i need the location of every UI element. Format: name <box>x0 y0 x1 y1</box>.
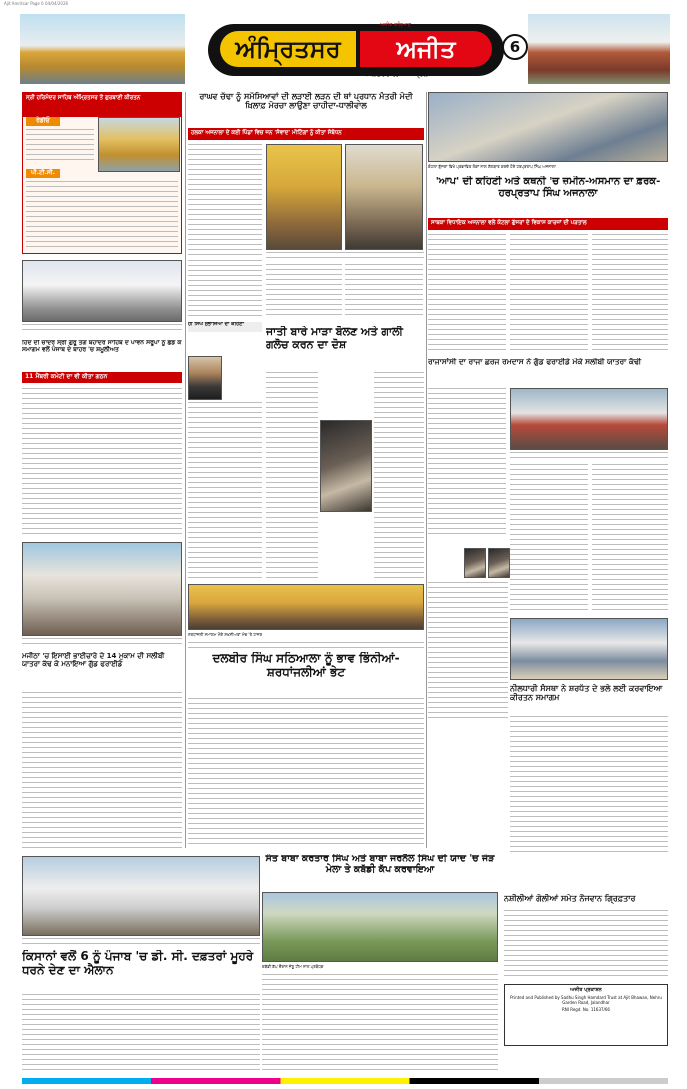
dalbir-body <box>188 698 424 848</box>
kabaddi-photo <box>262 892 498 962</box>
imprint-rni: RNI Regd. No. 11637/66 <box>562 1007 610 1012</box>
jaati-body-left <box>188 402 262 578</box>
logo-tagline: ਅਜੀਤ ਕਲਿਆਣ <box>380 22 411 28</box>
page-number: 6 <box>509 38 521 56</box>
kisan-headline: ਕਿਸਾਨਾਂ ਵਲੋਂ 6 ਨੂੰ ਪੰਜਾਬ 'ਚ ਡੀ. ਸੀ. ਦਫ਼ਤਰਾਂ ਮੂਹਰੇ ਧਰਨੇ ਦੇਣ ਦਾ ਐਲਾਨ <box>22 950 254 977</box>
aap-body-3 <box>592 234 668 354</box>
page-number-circle <box>502 34 528 60</box>
namdhari-photo <box>510 618 668 680</box>
nasha-body <box>504 910 668 980</box>
rajasansi-body-2 <box>510 464 588 614</box>
color-bar-bottom <box>22 1078 668 1084</box>
stage-caption: ਸ਼ਰਧਾਂਜਲੀ ਸਮਾਗਮ ਮੌਕੇ ਸ਼ਖ਼ਸੀਅਤਾਂ ਮੰਚ 'ਤੇ ਹਾਜ਼ਰ <box>188 632 263 637</box>
stage-photo <box>188 584 424 630</box>
aap-subhead: ਸਾਬਕਾ ਵਿਧਾਇਕ ਅਜਨਾਲਾ ਵਲੋਂ ਕੋਟਲਾ ਗੁੱਜਰਾਂ ਦੇ ਵਿਕਾਸ ਕਾਰਜਾਂ ਦੀ ਪੜਤਾਲ <box>428 218 668 230</box>
small-news-body <box>428 582 508 722</box>
jaati-headline: ਜਾਤੀ ਬਾਰੇ ਮਾੜਾ ਬੋਲਣ ਅਤੇ ਗਾਲੀ ਗਲੋਚ ਕਰਨ ਦਾ ਦੋਸ਼ <box>266 326 403 351</box>
jaati-body-right <box>374 372 424 580</box>
imprint-title: ਅਜੀਤ ਪ੍ਰਕਾਸ਼ਨ <box>570 987 602 993</box>
rajasansi-photo <box>510 388 668 450</box>
logo-title-right: ਅਜੀਤ <box>396 34 456 63</box>
masthead <box>20 14 670 84</box>
jaati-portrait <box>188 356 222 400</box>
temple-right-image <box>528 14 670 84</box>
rajasansi-caption <box>510 452 668 462</box>
raghav-photo-2 <box>345 144 423 250</box>
namdhari-body <box>510 716 668 856</box>
imprint-box <box>504 984 668 1046</box>
raghav-body-left <box>188 144 262 258</box>
muneri-body <box>22 388 182 538</box>
raghav-photo-1 <box>266 144 342 250</box>
procession-photo <box>22 542 182 636</box>
page-date: ਸ਼ਨਿੱਚਰਵਾਰ, 4 ਅਪ੍ਰੈਲ 2026 <box>365 70 451 78</box>
radio-label-1: ਰੇਡੀਓ <box>26 117 60 126</box>
golden-temple-image <box>20 14 185 84</box>
aap-body-2 <box>510 234 588 354</box>
majitha-caption <box>22 938 260 948</box>
radio-label-2: ਪੀ.ਟੀ.ਸੀ. <box>26 169 60 178</box>
jaati-body-mid <box>266 372 318 580</box>
kabaddi-body <box>262 974 498 1072</box>
rajasansi-body-1 <box>428 388 506 538</box>
logo-title-left: ਅੰਮ੍ਰਿਤਸਰ <box>235 34 341 63</box>
raghav-caption <box>266 252 424 262</box>
portrait-1 <box>464 548 486 578</box>
logo-left <box>220 31 356 67</box>
aap-headline: 'ਆਪ' ਦੀ ਕਹਿਣੀ ਅਤੇ ਕਥਨੀ 'ਚ ਜ਼ਮੀਨ-ਅਸਮਾਨ ਦਾ ਫ਼ਰਕ-ਹਰਪ੍ਰਤਾਪ ਸਿੰਘ ਅਜਨਾਲਾ <box>435 176 661 199</box>
imprint-text: Printed and Published by Sadhu Singh Hamdard Trust at Ajit Bhawan, Nehru Garden Road, Jalandhar <box>510 995 662 1005</box>
aap-photo <box>428 92 668 162</box>
radio-text-1 <box>26 129 94 163</box>
majitha-photo <box>22 856 260 936</box>
column-rule-1 <box>185 92 186 848</box>
rajasansi-headline: ਰਾਜਾਸਾਂਸੀ ਦਾ ਰਾਜਾ ਛਰਜ ਰਮਦਾਸ ਨੇ ਗੁੱਡ ਫਰਾਈਡੇ ਮੌਕੇ ਸਲੀਬੀ ਯਾਤਰਾ ਕੱਢੀ <box>428 358 642 366</box>
nasha-headline: ਨਸ਼ੀਲੀਆਂ ਗੋਲੀਆਂ ਸਮੇਤ ਨੌਜਵਾਨ ਗ੍ਰਿਫ਼ਤਾਰ <box>504 894 636 903</box>
muneri-headline: 11 ਮੈਂਬਰੀ ਕਮੇਟੀ ਦਾ ਵੀ ਕੀਤਾ ਗਠਨ <box>22 372 182 383</box>
majitha-headline: ਮਜੀਠਾ 'ਚ ਇਸਾਈ ਭਾਈਚਾਰੇ ਦੇ 14 ਮੁਕਾਮ ਦੀ ਸਲੀਬੀ ਯਾਤਰਾ ਕੱਢ ਕੇ ਮਨਾਇਆ ਗੁੱਡ ਫਰਾਈਡੇ <box>22 652 165 669</box>
ekmukh-headline: ਹਿੰਦ ਦੀ ਚਾਦਰ ਸ੍ਰੀ ਗੁਰੂ ਤੇਗ ਬਹਾਦਰ ਸਾਹਿਬ ਦੇ ਪਾਵਨ ਸਰੂਪਾਂ ਨੂੰ ਛੱਡ ਕੇ ਸਮਾਗਮ ਵਲੋਂ ਪੰਜਾਬ ਦੇ ਬਾਹਰ 'ਚ ਸ਼ਮੂਲੀਅਤ <box>22 340 182 353</box>
kabaddi-headline: ਸੰਤ ਬਾਬਾ ਕਰਤਾਰ ਸਿੰਘ ਅਤੇ ਬਾਬਾ ਜਰਨੈਲ ਸਿੰਘ ਦੀ ਯਾਦ 'ਚ ਜੋੜ ਮੇਲਾ ਤੇ ਕਬੱਡੀ ਕੱਪ ਕਰਵਾਇਆ <box>265 854 495 875</box>
aap-body-1 <box>428 234 506 354</box>
portrait-2 <box>488 548 510 578</box>
kisan-body <box>22 994 260 1072</box>
aap-caption: ਕੋਟਲਾ ਗੁੱਜਰਾਂ ਵਿਖੇ ਪ੍ਰਭਾਵਿਤ ਲੋਕਾਂ ਨਾਲ ਗੱਲਬਾਤ ਕਰਦੇ ਹੋਏ ਹਰਪ੍ਰਤਾਪ ਸਿੰਘ ਅਜਨਾਲਾ <box>428 164 556 169</box>
jaati-small-head: ਹੀ ਸਿੰਘ ਸੁਭਾਜਿਆਂ ਦਾ ਕਹਿਣਾ <box>188 322 262 332</box>
radio-box <box>22 92 182 254</box>
ekmukh-photo <box>22 260 182 322</box>
procession-caption <box>22 638 182 648</box>
namdhari-headline: ਨੀਲਧਾਰੀ ਸੰਸਥਾ ਨੇ ਸ਼ਰਧੱਤ ਦੇ ਭਲੇ ਲਈ ਕਰਵਾਇਆ ਕੀਰਤਨ ਸਮਾਗਮ <box>510 684 663 703</box>
dalbir-headline: ਦਲਬੀਰ ਸਿੰਘ ਸਠਿਆਲਾ ਨੂੰ ਭਾਵ ਭਿੰਨੀਆਂ-ਸ਼ਰਧਾਂਜਲੀਆਂ ਭੇਟ <box>212 652 400 679</box>
print-info: Ajit Amritsar Page 6 04/04/2026 <box>4 1 69 6</box>
raghav-body-3 <box>266 264 342 318</box>
radio-text-2 <box>26 181 178 249</box>
darbar-sahib-image <box>98 117 180 172</box>
stage-caption-lines <box>188 642 424 648</box>
raghav-body-4 <box>345 264 423 318</box>
raghav-headline: ਰਾਘਵ ਚੱਢਾ ਨੂੰ ਸਮੱਸਿਆਵਾਂ ਦੀ ਲੜਾਈ ਲੜਨ ਦੀ ਥਾਂ ਪ੍ਰਧਾਨ ਮੰਤਰੀ ਮੋਦੀ ਖ਼ਿਲਾਫ਼ ਮੋਰਚਾ ਲਾਉਣਾ ਚਾਹੀਦਾ-ਧਾਲੀਵਾਲ <box>199 92 413 111</box>
radio-box-title: ਸ੍ਰੀ ਹਰਿਮੰਦਰ ਸਾਹਿਬ ਅੰਮ੍ਰਿਤਸਰ ਤੋਂ ਗੁਰਬਾਣੀ ਕੀਰਤਨ <box>23 93 181 117</box>
rajasansi-body-3 <box>592 464 668 614</box>
ekmukh-caption <box>22 324 182 338</box>
column-rule-2 <box>426 92 427 848</box>
raghav-subhead: ਹਲਕਾ ਅਜਨਾਲਾ ਦੇ ਕਈ ਪਿੰਡਾਂ ਵਿਚ ਜਨ 'ਸੰਵਾਦ' ਮੀਟਿੰਗਾਂ ਨੂੰ ਕੀਤਾ ਸੰਬੋਧਨ <box>188 128 424 140</box>
logo-right <box>360 31 492 67</box>
kabaddi-caption: ਕਬੱਡੀ ਕੱਪ ਦੌਰਾਨ ਜੇਤੂ ਟੀਮ ਨਾਲ ਪ੍ਰਬੰਧਕ <box>262 964 324 969</box>
raghav-body-2 <box>188 260 262 320</box>
majitha-body <box>22 692 182 850</box>
jaati-photo <box>320 420 372 512</box>
